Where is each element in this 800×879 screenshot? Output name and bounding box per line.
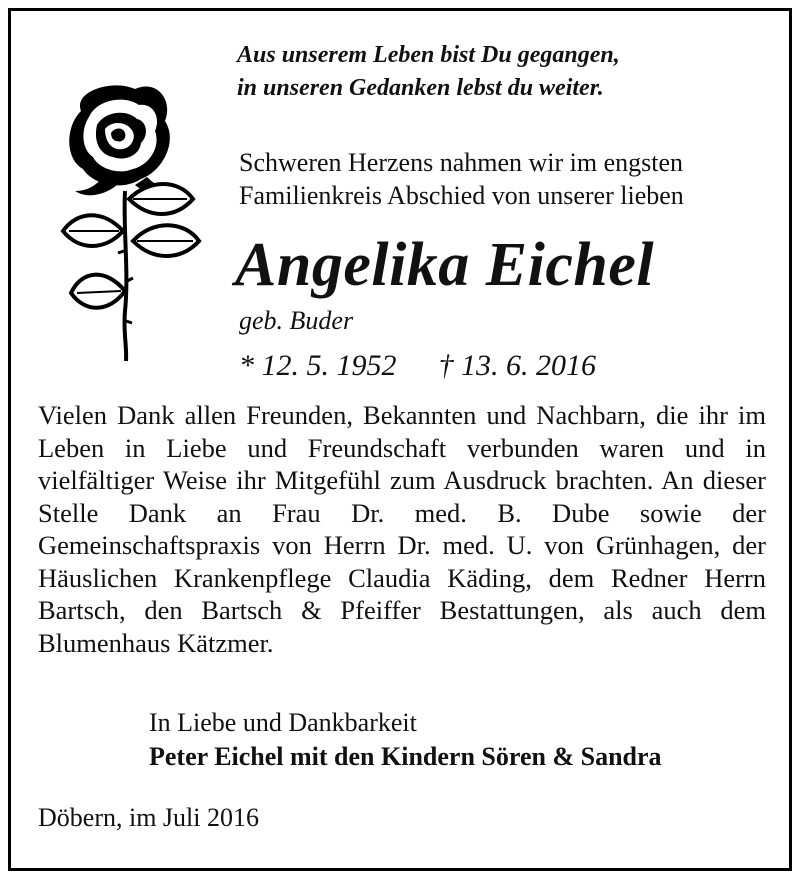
motto-line-1: Aus unserem Leben bist Du gegangen, [237, 42, 620, 68]
death-date: † 13. 6. 2016 [438, 349, 596, 382]
obituary-notice [8, 8, 792, 871]
intro-text [239, 146, 684, 212]
thanks-text: Vielen Dank allen Freunden, Bekannten und Nachbarn, die ihr im Leben in Liebe und Freundschaft verbunden waren und in vielfältiger Weise ihr Mitgefühl zum Ausdruck brachten. An dieser Stelle Dank an Frau Dr. med. B. Dube sowie der Gemeinschaftspraxis von Herrn Dr. med. U. von Grünhagen, der Häuslichen Krankenpflege Claudia Käding, dem Redner Herrn Bartsch, den Bartsch & Pfeiffer Bestattungen, als auch dem Blumenhaus Kätzmer. [38, 400, 766, 658]
motto-line-2: in unseren Gedanken lebst du weiter. [237, 75, 604, 101]
motto [237, 39, 620, 105]
rose-icon [53, 81, 203, 363]
maiden-name: geb. Buder [239, 306, 354, 335]
intro-line-2: Familienkreis Abschied von unserer lieben [239, 181, 684, 210]
birth-date: * 12. 5. 1952 [239, 349, 397, 382]
family-signature: Peter Eichel mit den Kindern Sören & Sandra [149, 742, 662, 771]
life-dates [239, 347, 596, 385]
deceased-name: Angelika Eichel [235, 231, 655, 299]
place-date: Döbern, im Juli 2016 [38, 803, 259, 832]
closing-line: In Liebe und Dankbarkeit [149, 708, 417, 737]
intro-line-1: Schweren Herzens nahmen wir im engsten [239, 148, 684, 177]
